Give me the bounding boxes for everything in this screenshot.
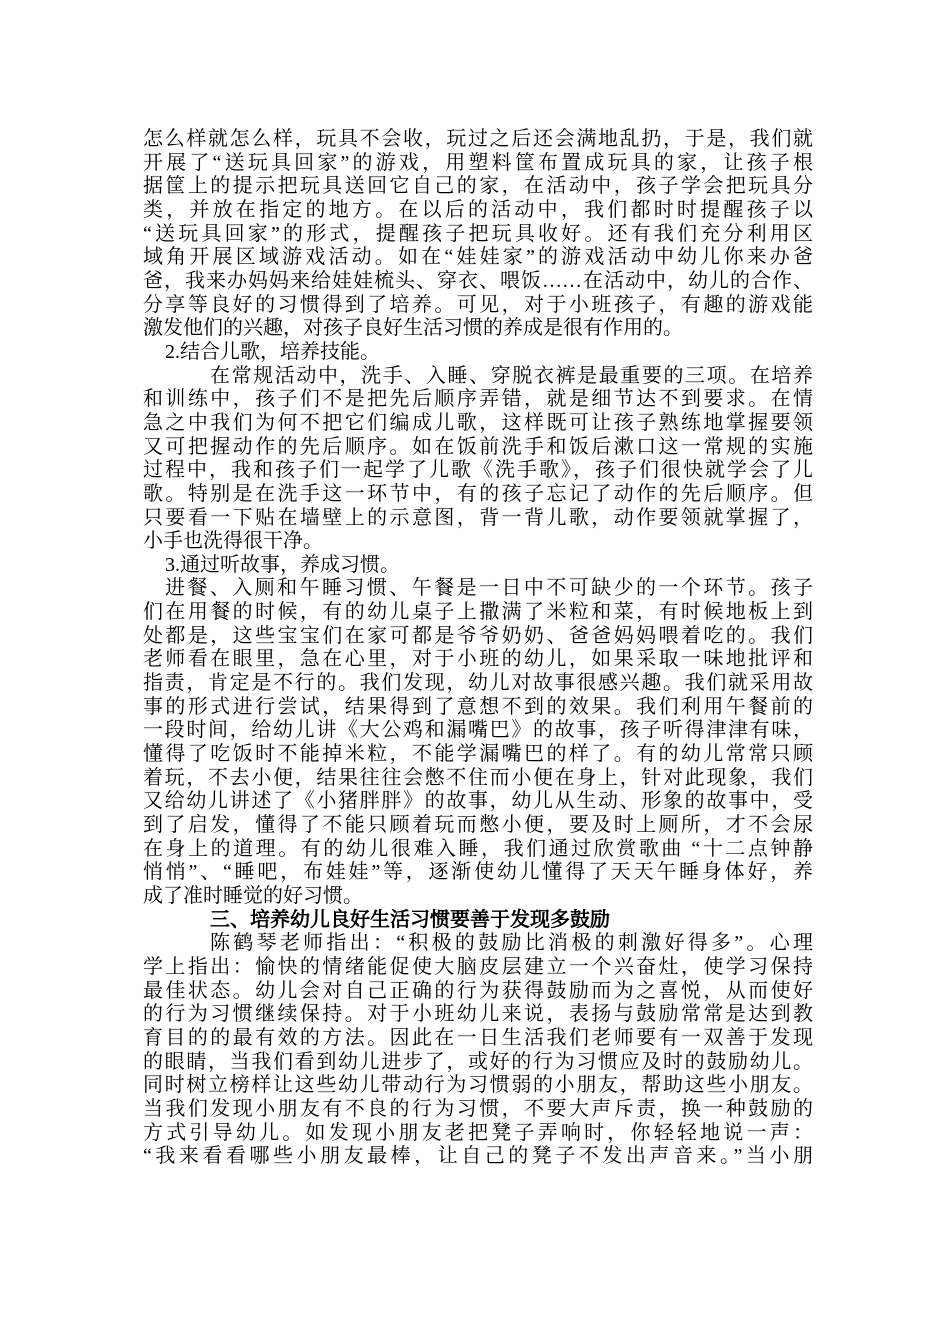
text-line: 爸，我来办妈妈来给娃娃梳头、穿衣、喂饭……在活动中，幼儿的合作、: [143, 269, 813, 292]
text-line: 分享等良好的习惯得到了培养。可见，对于小班孩子，有趣的游戏能: [143, 293, 813, 316]
text-line: 又给幼儿讲述了《小猪胖胖》的故事，幼儿从生动、形象的故事中，受: [143, 790, 813, 813]
text-line: 在常规活动中，洗手、入睡、穿脱衣裤是最重要的三项。在培养: [210, 364, 813, 387]
text-line: 一段时间，给幼儿讲《大公鸡和漏嘴巴》的故事，孩子听得津津有味，: [143, 719, 813, 742]
text-line: 开展了“送玩具回家”的游戏，用塑料筐布置成玩具的家，让孩子根: [143, 151, 813, 174]
text-line: 着玩，不去小便，结果往往会憋不住而小便在身上，针对此现象，我们: [143, 766, 813, 789]
text-line: 的眼睛，当我们看到幼儿进步了，或好的行为习惯应及时的鼓励幼儿。: [143, 1050, 813, 1073]
text-line: 3.通过听故事，养成习惯。: [165, 553, 400, 576]
document-page: [143, 128, 813, 1169]
text-line: 域角开展区域游戏活动。如在“娃娃家”的游戏活动中幼儿你来办爸: [143, 246, 813, 269]
text-line: 学上指出：愉快的情绪能促使大脑皮层建立一个兴奋灶，使学习保持: [143, 955, 813, 978]
text-line: 事的形式进行尝试，结果得到了意想不到的效果。我们利用午餐前的: [143, 695, 813, 718]
text-line: 当我们发现小朋友有不良的行为习惯，不要大声斥责，换一种鼓励的: [143, 1097, 813, 1120]
text-line: 的行为习惯继续保持。对于小班幼儿来说，表扬与鼓励常常是达到教: [143, 1003, 813, 1026]
text-line: 育目的的最有效的方法。因此在一日生活我们老师要有一双善于发现: [143, 1026, 813, 1049]
text-line: 激发他们的兴趣，对孩子良好生活习惯的养成是很有作用的。: [143, 317, 683, 340]
text-line: 急之中我们为何不把它们编成儿歌，这样既可让孩子熟练地掌握要领: [143, 411, 813, 434]
text-line: 又可把握动作的先后顺序。如在饭前洗手和饭后漱口这一常规的实施: [143, 435, 813, 458]
text-line: 老师看在眼里，急在心里，对于小班的幼儿，如果采取一味地批评和: [143, 648, 813, 671]
text-line: 们在用餐的时候，有的幼儿桌子上撒满了米粒和菜，有时候地板上到: [143, 601, 813, 624]
text-line: 歌。特别是在洗手这一环节中，有的孩子忘记了动作的先后顺序。但: [143, 482, 813, 505]
text-line: 过程中，我和孩子们一起学了儿歌《洗手歌》，孩子们很快就学会了儿: [143, 459, 813, 482]
text-line: 怎么样就怎么样，玩具不会收，玩过之后还会满地乱扔，于是，我们就: [143, 128, 813, 150]
section-heading: 三、培养幼儿良好生活习惯要善于发现多鼓励: [210, 908, 610, 931]
text-line: 指责，肯定是不行的。我们发现，幼儿对故事很感兴趣。我们就采用故: [143, 672, 813, 695]
text-line: “送玩具回家”的形式，提醒孩子把玩具收好。还有我们充分利用区: [143, 222, 813, 245]
text-line: 进餐、入厕和午睡习惯、午餐是一日中不可缺少的一个环节。孩子: [165, 577, 813, 600]
text-line: 处都是，这些宝宝们在家可都是爷爷奶奶、爸爸妈妈喂着吃的。我们: [143, 624, 813, 647]
text-line: 类，并放在指定的地方。在以后的活动中，我们都时时提醒孩子以: [143, 198, 813, 221]
text-line: 懂得了吃饭时不能掉米粒，不能学漏嘴巴的样了。有的幼儿常常只顾: [143, 743, 813, 766]
text-line: 和训练中，孩子们不是把先后顺序弄错，就是细节达不到要求。在情: [143, 388, 813, 411]
text-line: 成了准时睡觉的好习惯。: [143, 885, 363, 907]
text-line: “我来看看哪些小朋友最棒，让自己的凳子不发出声音来。”当小朋: [143, 1145, 813, 1168]
text-line: 方式引导幼儿。如发现小朋友老把凳子弄响时，你轻轻地说一声：: [143, 1121, 813, 1144]
text-line: 同时树立榜样让这些幼儿带动行为习惯弱的小朋友，帮助这些小朋友。: [143, 1074, 813, 1097]
text-line: 陈鹤琴老师指出：“积极的鼓励比消极的刺激好得多”。心理: [210, 932, 813, 955]
text-line: 最佳状态。幼儿会对自己正确的行为获得鼓励而为之喜悦，从而使好: [143, 979, 813, 1002]
text-line: 据筐上的提示把玩具送回它自己的家，在活动中，孩子学会把玩具分: [143, 175, 813, 198]
text-line: 2.结合儿歌，培养技能。: [165, 340, 380, 363]
text-line: 在身上的道理。有的幼儿很难入睡，我们通过欣赏歌曲 “十二点钟静: [143, 837, 813, 860]
text-line: 小手也洗得很干净。: [143, 530, 323, 553]
text-line: 只要看一下贴在墙壁上的示意图，背一背儿歌，动作要领就掌握了，: [143, 506, 813, 529]
text-line: 到了启发，懂得了不能只顾着玩而憋小便，要及时上厕所，才不会尿: [143, 814, 813, 837]
text-line: 悄悄”、“睡吧，布娃娃”等，逐渐使幼儿懂得了天天午睡身体好，养: [143, 861, 813, 884]
